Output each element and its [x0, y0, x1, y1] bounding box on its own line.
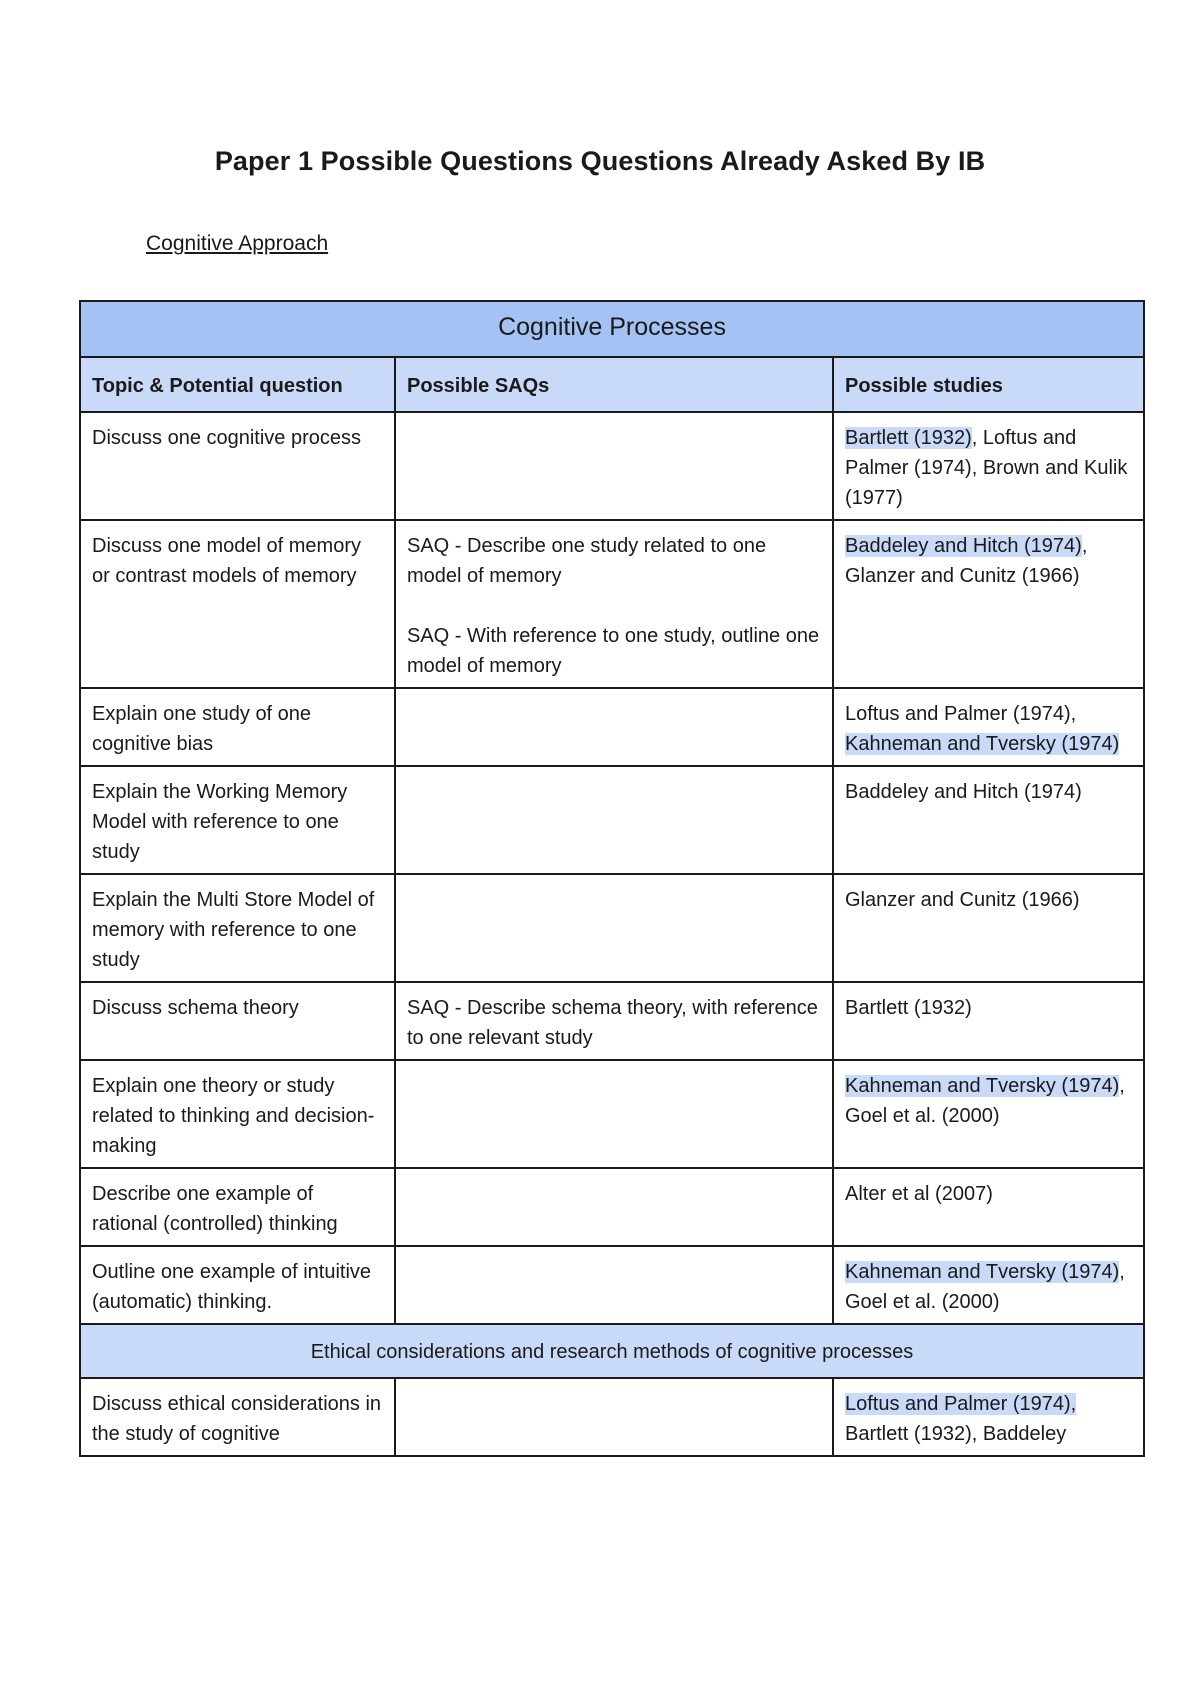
- study-text: , Goel et al. (2000): [845, 1075, 1125, 1127]
- section-title: Cognitive Processes: [80, 301, 1144, 357]
- saq-item: SAQ - Describe schema theory, with reference to one relevant study: [407, 997, 818, 1049]
- study-text: , Loftus and Palmer (1974), Brown and Kulik (1977): [845, 427, 1128, 509]
- table-row: [80, 1168, 1144, 1246]
- study-text: Glanzer and Cunitz (1966): [845, 889, 1080, 911]
- saq-cell: [395, 688, 833, 766]
- study-text: Bartlett (1932), Baddeley: [845, 1423, 1067, 1445]
- studies-cell: [833, 1378, 1144, 1456]
- studies-cell: [833, 1060, 1144, 1168]
- table-row: [80, 982, 1144, 1060]
- studies-cell: [833, 688, 1144, 766]
- study-highlighted: Kahneman and Tversky (1974): [845, 1261, 1120, 1283]
- topic-cell: Explain one study of one cognitive bias: [80, 688, 395, 766]
- saq-cell: [395, 1378, 833, 1456]
- header-saqs: Possible SAQs: [395, 357, 833, 412]
- topic-cell: Explain the Working Memory Model with reference to one study: [80, 766, 395, 874]
- studies-cell: [833, 1168, 1144, 1246]
- section-header-row: [80, 301, 1144, 357]
- section2-title: Ethical considerations and research methods of cognitive processes: [80, 1324, 1144, 1378]
- study-highlighted: Baddeley and Hitch (1974): [845, 535, 1082, 557]
- study-highlighted: Kahneman and Tversky (1974): [845, 1075, 1120, 1097]
- study-highlighted: Kahneman and Tversky (1974): [845, 733, 1120, 755]
- saq-item: SAQ - Describe one study related to one model of memory: [407, 535, 767, 587]
- saq-cell: [395, 520, 833, 688]
- topic-cell: Explain one theory or study related to thinking and decision-making: [80, 1060, 395, 1168]
- studies-cell: [833, 412, 1144, 520]
- section-header-row: [80, 1324, 1144, 1378]
- table-row: [80, 412, 1144, 520]
- table-row: [80, 1378, 1144, 1456]
- studies-cell: [833, 1246, 1144, 1324]
- table-row: [80, 766, 1144, 874]
- table-row: [80, 874, 1144, 982]
- saq-cell: [395, 1168, 833, 1246]
- header-studies: Possible studies: [833, 357, 1144, 412]
- table-row: [80, 1060, 1144, 1168]
- topic-cell: Discuss one model of memory or contrast models of memory: [80, 520, 395, 688]
- topic-cell: Explain the Multi Store Model of memory with reference to one study: [80, 874, 395, 982]
- page-title: Paper 1 Possible Questions Questions Already Asked By IB: [214, 146, 986, 176]
- saq-cell: [395, 1246, 833, 1324]
- saq-cell: [395, 982, 833, 1060]
- saq-item: SAQ - With reference to one study, outline one model of memory: [407, 625, 820, 677]
- topic-cell: Describe one example of rational (controlled) thinking: [80, 1168, 395, 1246]
- table-row: [80, 520, 1144, 688]
- studies-cell: [833, 874, 1144, 982]
- topic-cell: Discuss schema theory: [80, 982, 395, 1060]
- saq-cell: [395, 412, 833, 520]
- section-subtitle: Cognitive Approach: [146, 232, 329, 255]
- study-text: Alter et al (2007): [845, 1183, 993, 1205]
- saq-cell: [395, 1060, 833, 1168]
- table-row: [80, 1246, 1144, 1324]
- topic-cell: Discuss one cognitive process: [80, 412, 395, 520]
- study-text: Loftus and Palmer (1974),: [845, 703, 1077, 725]
- table-row: [80, 688, 1144, 766]
- studies-cell: [833, 982, 1144, 1060]
- saq-cell: [395, 874, 833, 982]
- topic-cell: Outline one example of intuitive (automatic) thinking.: [80, 1246, 395, 1324]
- header-topic: Topic & Potential question: [80, 357, 395, 412]
- study-text: Bartlett (1932): [845, 997, 972, 1019]
- studies-cell: [833, 766, 1144, 874]
- study-highlighted: Bartlett (1932): [845, 427, 972, 449]
- saq-cell: [395, 766, 833, 874]
- study-highlighted: Loftus and Palmer (1974),: [845, 1393, 1077, 1415]
- questions-table: [79, 300, 1145, 1457]
- column-header-row: [80, 357, 1144, 412]
- study-text: , Glanzer and Cunitz (1966): [845, 535, 1088, 587]
- study-text: , Goel et al. (2000): [845, 1261, 1125, 1313]
- study-text: Baddeley and Hitch (1974): [845, 781, 1082, 803]
- topic-cell: Discuss ethical considerations in the study of cognitive: [80, 1378, 395, 1456]
- studies-cell: [833, 520, 1144, 688]
